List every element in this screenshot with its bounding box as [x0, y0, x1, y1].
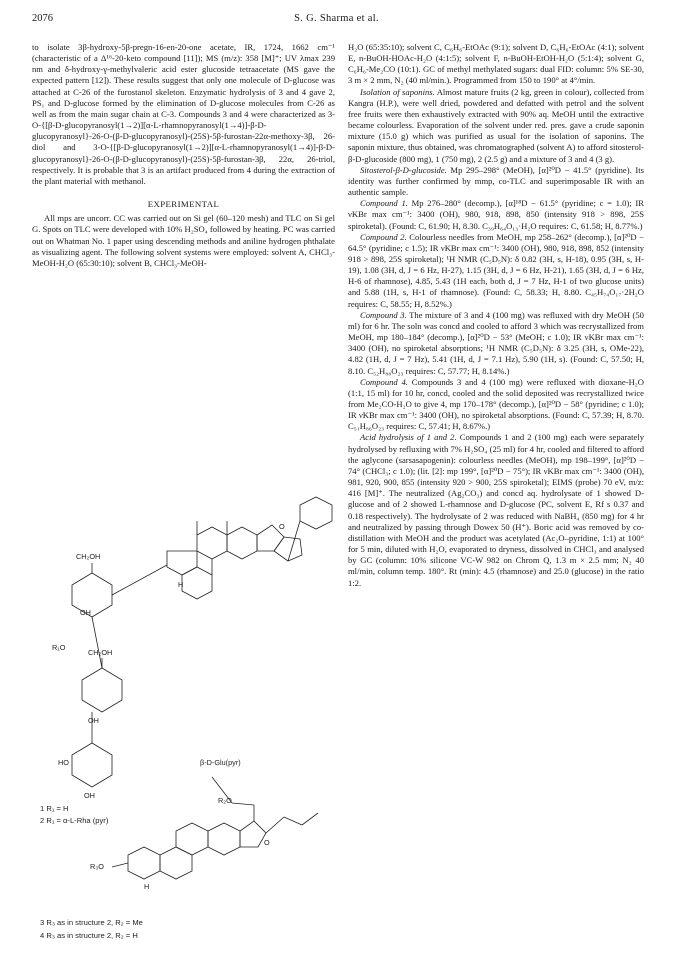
label-ch2oh-a: CH₂OH	[76, 552, 101, 561]
compound-4-paragraph	[348, 377, 644, 433]
isolation-paragraph	[348, 87, 644, 165]
structure-drawing	[32, 465, 335, 945]
label-oh-b: OH	[88, 716, 99, 725]
label-ch2oh-b: CH₂OH	[88, 648, 113, 657]
label-r2o: R₂O	[218, 796, 232, 805]
caption-compound-4: 4 R₃ as in structure 2, R₂ = H	[40, 931, 138, 940]
caption-compound-2: 2 R₁ = α-L-Rha (pyr)	[40, 816, 109, 825]
compound-4-text: Compounds 3 and 4 (100 mg) were refluxed with dioxane-H₂O (1:1, 15 ml) for 10 hr, concd, cooled and the solid deposited was recrystallized twice from Me₂CO-H₂O to give 4, mp 170–178° (decomp.), [α]²⁰D − 58° (pyridine; c 1.0); IR νKBr max cm⁻¹: 3400 (OH), no spiroketal absorptions. (Found: C, 57.39; H, 8.70. C₅₁H₈₆O₂₃ requires: C, 57.41; H, 8.67%.)	[348, 376, 644, 432]
steroid-skeleton-top	[167, 497, 332, 599]
left-paragraph-2: All mps are uncorr. CC was carried out on Si gel (60–120 mesh) and TLC on Si gel G. Spots on TLC were developed with 10% H₂SO₄ followed by heating. PC was carried out on Whatman No. 1 paper using descending methods and aniline hydrogen phthalate as visualizing agent. The following solvent systems were employed: solvent A, CHCl₃-MeOH-H₂O (65:30:10); solvent B, CHCl₃-MeOH-	[32, 213, 335, 268]
compound-4-heading: Compound 4.	[360, 376, 408, 387]
left-paragraph-1: to isolate 3β-hydroxy-5β-pregn-16-en-20-one acetate, IR, 1724, 1662 cm⁻¹ (characteristic of a Δ¹⁶-20-keto compound [11]); MS (m/z): 358 [M]⁺; UV λmax 239 nm and δ-hydroxy-γ-methylvaleric acid ester glucoside tetraacetate (MS gave the expected pattern [12]). These results suggest that only one molecule of D-glucose was attached at C-26 of the furostanol skeleton. Enzymatic hydrolysis of 3 and 4 gave 2, PS₁ and D-glucose formed by the elimination of D-glucose molecules from C-26 as well as from the main sugar chain at C-3. Compounds 3 and 4 were characterized as 3-O-{[β-D-glucopyranosyl(1→2)][α-L-rhamnopyranosyl(1→4)]-β-D-glucopyranosyl}-26-O-(β-D-glucopyranosyl)-(25S)-5β-furostan-22α-methoxy-3β, 26-diol and 3-O-{[β-D-glucopyranosyl(1→2)][α-L-rhamnopyranosyl(1→4)]-β-D-glucopyranosyl}-26-O-(β-D-glucopyranosyl)-(25S)-5β-furostan-3β, 22α, 26-triol, respectively. It is probable that 3 is an artifact produced from 4 during the extraction of the plant material with methanol.	[32, 42, 335, 186]
furostanol-skeleton-bottom	[112, 777, 318, 879]
label-o-bottom: O	[264, 838, 270, 847]
caption-compound-3: 3 R₃ as in structure 2, R₂ = Me	[40, 918, 143, 927]
section-title-experimental: EXPERIMENTAL	[147, 199, 220, 210]
sitosterol-heading: Sitosterol-β-D-glucoside.	[360, 164, 447, 175]
acid-hydrolysis-heading: Acid hydrolysis of 1 and 2.	[360, 432, 457, 443]
sugar-chain-top	[72, 563, 167, 787]
sitosterol-text: Mp 295–298° (MeOH), [α]²⁰D − 41.5° (pyridine). Its identity was further confirmed by mmp, co-TLC and superimposable IR with an authentic sample.	[348, 164, 644, 198]
label-r3o: R₃O	[90, 862, 104, 871]
isolation-text: Almost mature fruits (2 kg, green in colour), collected from Kangra (H.P.), were well dried, powdered and defatted with petrol and the solvent free fruits were then exhaustively extracted with 90% aq. MeOH until the extractive became colourless. Evaporation of the solvent under red. pres. gave a crude saponin mixture (15.0 g) which was purified as usual for the isolation of saponins. The saponin mixture, thus obtained, was chromatographed (solvent A) to afford sitosterol-β-D-glucoside (800 mg), 1 (750 mg), 2 (2.5 g) and a mixture of 3 and 4 (3 g).	[348, 86, 645, 164]
isolation-heading: Isolation of saponins.	[360, 86, 435, 97]
label-ring-o: O	[279, 522, 285, 531]
compound-3-paragraph	[348, 310, 644, 377]
right-paragraph-1: H₂O (65:35:10); solvent C, C₆H₆-EtOAc (9:1); solvent D, C₆H₆-EtOAc (4:1); solvent E, n-BuOH-HOAc-H₂O (4:1:5); solvent F, n-BuOH-EtOH-H₂O (5:1:4); solvent G, C₆H₆-Me₂CO (10:1). GC of methyl methylated sugars: dual FID: column: 5% SE-30, 3 m × 2 mm, N₂ (40 ml/min.). Programmed from 150 to 190° at 4°/min.	[348, 42, 644, 86]
left-column	[32, 42, 335, 269]
label-oh-a: OH	[80, 608, 91, 617]
compound-1-text: Mp 276–280° (decomp.), [α]¹⁸D − 61.5° (pyridine; c = 1.0); IR νKBr max cm⁻¹: 3400 (OH), 980, 918, 898, 850 (intensity 918 > 898, 25S spiroketal). (Found: C, 61.90; H, 8.30. C₃₉H₆₄O₁₃·H₂O requires: C, 61.58; H, 8.77%.)	[348, 198, 644, 231]
structure-figure	[32, 465, 335, 945]
label-glu-pyr: β-D-Glu(pyr)	[200, 758, 241, 767]
label-ho: HO	[58, 758, 69, 767]
compound-2-text: Colourless needles from MeOH, mp 258–262° (decomp.), [α]²⁰D − 64.5° (pyridine; c 1.5); IR νKBr max cm⁻¹: 3400 (OH), 980, 918, 898, 852 (intensity 918 > 898, 25S spiroketal); ¹H NMR (C₅D₅N): δ 0.82 (3H, s, H-18), 0.95 (3H, s, H-19), 1.08 (3H, d, J = 6 Hz, H-27), 1.15 (3H, d, J = 6 Hz, H-21), 1.65 (3H, d, J = 6 Hz, H-6 of rhamnose), 4.85, 5.43 (1H each, both d, J = 7 Hz, H-1 of two glucose units) and 5.88 (1H, s, H-1 of rhamnose). (Found: C, 58.33; H, 8.80. C₄₅H₇₄O₁₇·2H₂O requires: C, 58.55; H, 8.52%.)	[348, 231, 644, 309]
caption-compound-1: 1 R₁ = H	[40, 804, 69, 813]
compound-2-heading: Compound 2.	[360, 231, 407, 242]
label-oh-c: OH	[84, 791, 95, 800]
label-r1o: R₁O	[52, 643, 66, 652]
page-header	[32, 13, 641, 27]
page-number: 2076	[32, 13, 53, 24]
acid-hydrolysis-text: Compounds 1 and 2 (100 mg) each were separately hydrolysed by refluxing with 7% H₂SO₄ (25 ml) for 4 hr, cooled and filtered to afford the aglycone (sarsasapogenin): colourless needles (MeOH), mp 198–199°, [α]²⁰D − 74° (CHCl₃; c 1.0); (lit. [2]: mp 199°, [α]²⁰D − 75°); IR νKBr max cm⁻¹: 3400 (OH), 981, 920, 900, 855 (intensity 920 > 900, 25S spiroketal); EIMS (probe) 70 eV, m/z: 416 [M]⁺. The neutralized (Ag₂CO₃) and concd aq. hydrolysate of 1 showed D-glucose and of 2 showed L-rhamnose and D-glucose (PC, solvent E, Rf s 0.37 and 0.18 respectively). The hydrolysate of 2 was reduced with NaBH₄ (850 mg) for 4 hr and neutralized by passing through Dowex 50 (H⁺). Boric acid was removed by co-distillation with MeOH and the product was acetylated (Ac₂O–pyridine, 1:1) at 100° for 5 min, diluted with H₂O, evaporated to dryness, dissolved in CHCl₃ and analysed by GC (column: 10% silicone VC-W 982 on Chrom Q, 1.3 m × 2.5 mm; N₂ 40 ml/min, column temp. 180°. Rt (min): 4.5 (rhamnose) and 25.0 (glucose) in the ratio 1:2.	[348, 432, 644, 588]
compound-2-paragraph	[348, 232, 644, 310]
running-head: S. G. Sharma et al.	[294, 13, 379, 24]
compound-3-text: The mixture of 3 and 4 (100 mg) was refluxed with dry MeOH (50 ml) for 6 hr. The soln was concd and cooled to afford 3 which was recrystallized from MeOH, mp 180–184° (decomp.), [α]²⁰D − 53° (MeOH; c 1.0); IR νKBr max cm⁻¹: 3400 (OH), no spiroketal absorptions; ¹H NMR (C₅D₅N): δ 3.25 (3H, s, OMe-22), 4.82 (1H, d, J = 7 Hz), 5.41 (1H, d, J = 7.1 Hz), 5.90 (1H, s). (Found: C, 57.50; H, 8.10. C₅₂H₈₈O₂₃ requires: C, 57.77; H, 8.14%.)	[348, 309, 644, 376]
compound-1-heading: Compound 1.	[360, 198, 408, 209]
acid-hydrolysis-paragraph	[348, 432, 644, 588]
label-h-bottom: H	[144, 882, 150, 891]
compound-1-paragraph	[348, 198, 644, 231]
sitosterol-paragraph	[348, 165, 644, 198]
label-h: H	[178, 580, 184, 589]
compound-3-heading: Compound 3.	[360, 309, 407, 320]
right-column	[348, 42, 644, 589]
